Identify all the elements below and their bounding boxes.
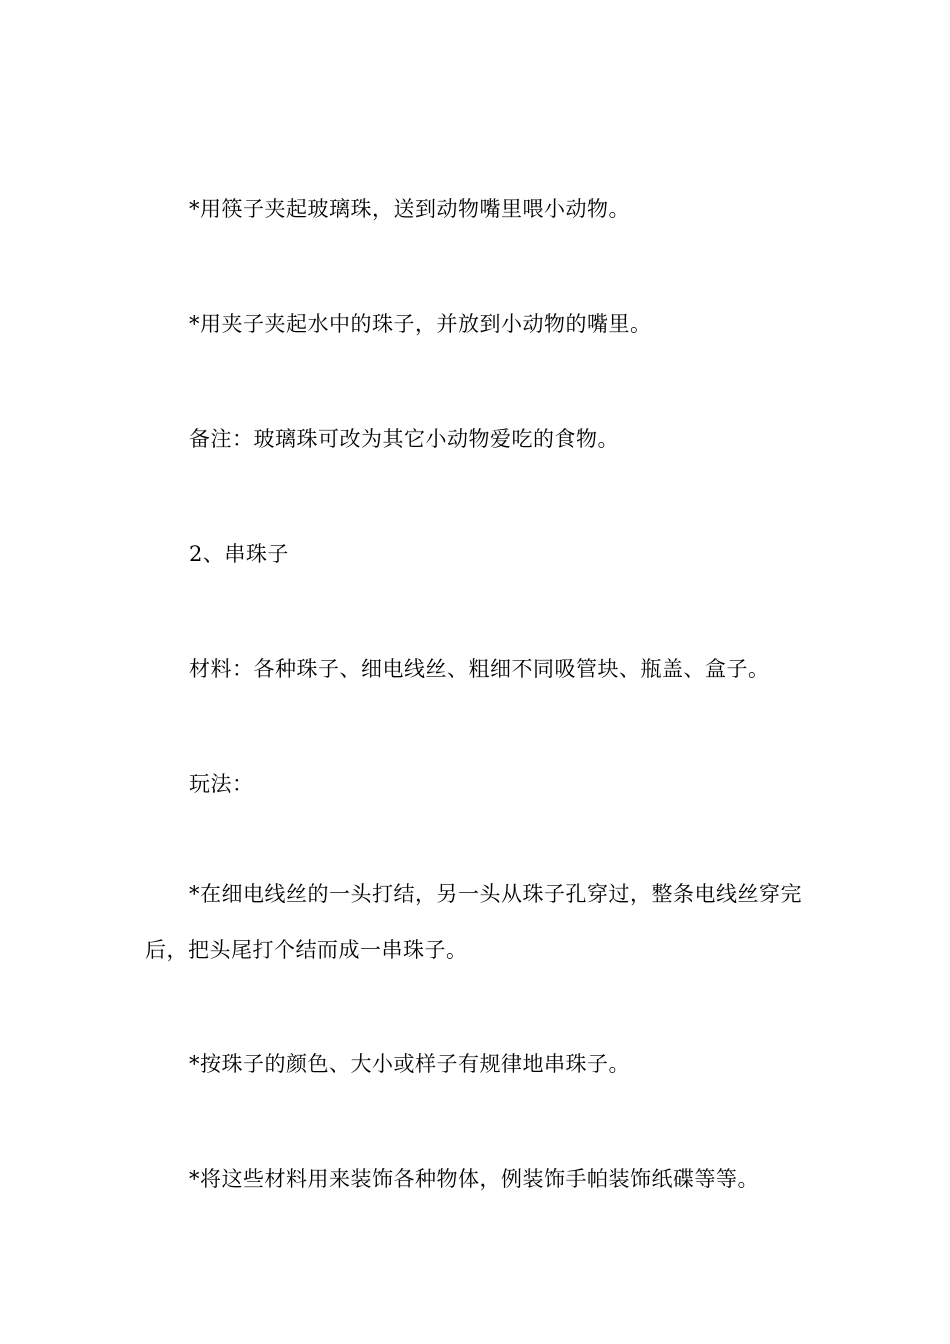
paragraph-tie-knot: *在细电线丝的一头打结，另一头从珠子孔穿过，整条电线丝穿完后，把头尾打个结而成一串珠子。 bbox=[145, 882, 802, 962]
paragraph-decorate: *将这些材料用来装饰各种物体，例装饰手帕装饰纸碟等等。 bbox=[189, 1167, 759, 1191]
paragraph-chopsticks-feed: *用筷子夹起玻璃珠，送到动物嘴里喂小动物。 bbox=[189, 197, 630, 221]
paragraph-materials: 材料：各种珠子、细电线丝、粗细不同吸管块、瓶盖、盒子。 bbox=[189, 657, 770, 681]
section-heading-stringing-beads: 2、串珠子 bbox=[189, 542, 289, 566]
paragraph-pattern-stringing: *按珠子的颜色、大小或样子有规律地串珠子。 bbox=[189, 1052, 630, 1076]
paragraph-note: 备注：玻璃珠可改为其它小动物爱吃的食物。 bbox=[189, 427, 619, 451]
paragraph-clip-beads-water: *用夹子夹起水中的珠子，并放到小动物的嘴里。 bbox=[189, 312, 652, 336]
paragraph-how-to-play-label: 玩法： bbox=[189, 772, 254, 796]
